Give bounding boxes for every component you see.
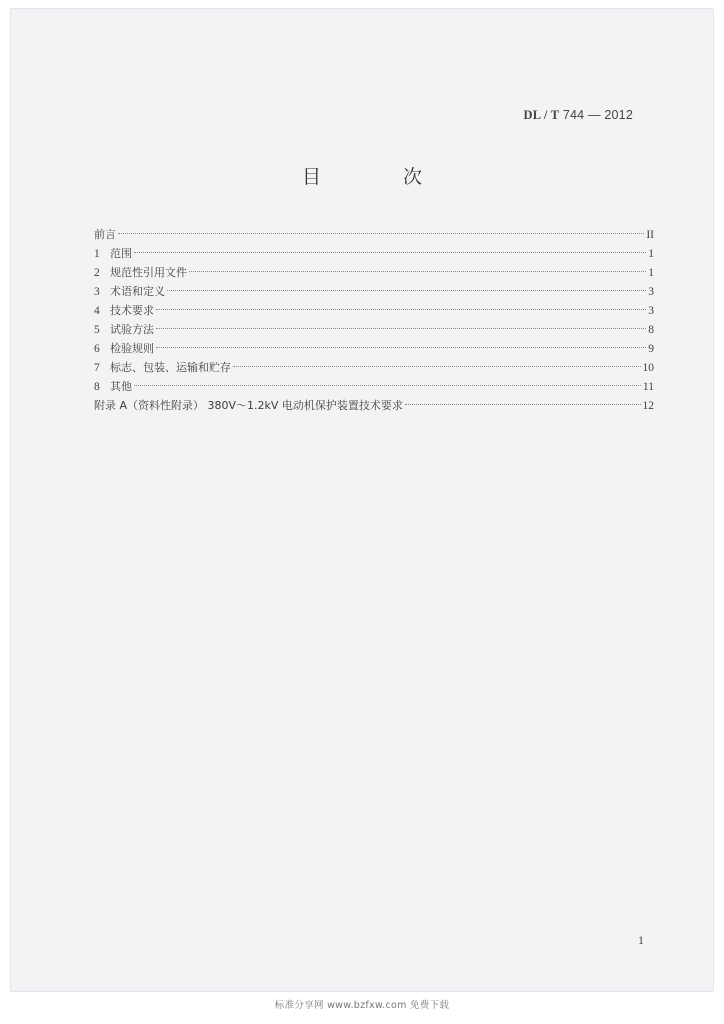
- toc-entry-page: 1: [648, 248, 654, 260]
- toc-entry-label: 技术要求: [110, 304, 154, 317]
- toc-entry-page: II: [646, 229, 654, 241]
- document-code: [523, 108, 633, 123]
- toc-entry-number: 5: [94, 324, 100, 336]
- toc-entry[interactable]: [94, 320, 654, 339]
- toc-dot-leader: [156, 309, 646, 310]
- toc-entry-label: 范围: [110, 247, 132, 260]
- toc-title: 目 次: [301, 166, 461, 188]
- toc-entry-number: 2: [94, 267, 100, 279]
- document-page: [10, 8, 714, 992]
- toc-entry-label: 附录 A（资料性附录） 380V～1.2kV 电动机保护装置技术要求: [94, 399, 403, 412]
- toc-entry-number: 1: [94, 248, 100, 260]
- toc-entry-label: 术语和定义: [110, 285, 165, 298]
- table-of-contents: [94, 225, 654, 415]
- toc-dot-leader: [118, 233, 644, 234]
- toc-entry-page: 3: [648, 305, 654, 317]
- toc-entry-appendix[interactable]: [94, 396, 654, 415]
- toc-entry-page: 12: [642, 400, 654, 412]
- toc-entry-number: 3: [94, 286, 100, 298]
- toc-entry-page: 9: [648, 343, 654, 355]
- footer-watermark: 标准分享网 www.bzfxw.com 免费下载: [274, 1000, 450, 1011]
- toc-entry-label: 检验规则: [110, 342, 154, 355]
- toc-entry[interactable]: [94, 339, 654, 358]
- toc-dot-leader: [156, 347, 646, 348]
- toc-entry-page: 11: [642, 381, 654, 393]
- toc-entry[interactable]: [94, 377, 654, 396]
- toc-dot-leader: [167, 290, 646, 291]
- toc-entry-label: 其他: [110, 380, 132, 393]
- toc-entry[interactable]: [94, 225, 654, 244]
- toc-entry-label: 规范性引用文件: [110, 266, 187, 279]
- toc-entry-number: 8: [94, 381, 100, 393]
- toc-entry[interactable]: [94, 282, 654, 301]
- toc-dot-leader: [233, 366, 641, 367]
- toc-entry-number: 7: [94, 362, 100, 374]
- toc-entry-number: 4: [94, 305, 100, 317]
- toc-entry[interactable]: [94, 358, 654, 377]
- document-code-number: 744 — 2012: [559, 108, 633, 122]
- toc-entry[interactable]: [94, 263, 654, 282]
- toc-entry[interactable]: [94, 244, 654, 263]
- toc-dot-leader: [134, 252, 646, 253]
- toc-entry-label: 前言: [94, 228, 116, 241]
- toc-entry-label: 试验方法: [110, 323, 154, 336]
- toc-dot-leader: [405, 404, 641, 405]
- toc-entry-page: 1: [648, 267, 654, 279]
- toc-entry[interactable]: [94, 301, 654, 320]
- toc-dot-leader: [156, 328, 646, 329]
- toc-entry-page: 8: [648, 324, 654, 336]
- toc-entry-page: 3: [648, 286, 654, 298]
- toc-entry-number: 6: [94, 343, 100, 355]
- toc-dot-leader: [134, 385, 641, 386]
- page-number: 1: [638, 933, 644, 947]
- document-code-prefix: DL / T: [523, 108, 560, 122]
- toc-entry-label: 标志、包装、运输和贮存: [110, 361, 231, 374]
- toc-entry-page: 10: [642, 362, 654, 374]
- toc-dot-leader: [189, 271, 646, 272]
